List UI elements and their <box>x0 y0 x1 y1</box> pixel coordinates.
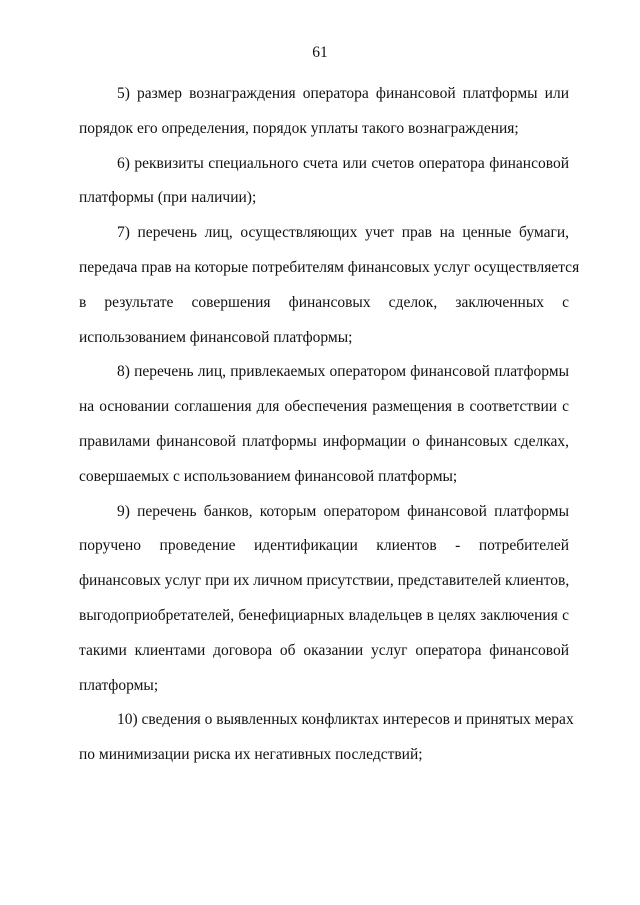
list-item-9 <box>79 495 569 704</box>
text-line: 6) реквизиты специального счета или счетов оператора финансовой <box>117 154 569 172</box>
text-line: выгодоприобретателей, бенефициарных владельцев в целях заключения с <box>79 606 569 624</box>
text-line: в результате совершения финансовых сделок, заключенных с <box>79 293 569 311</box>
text-line: такими клиентами договора об оказании услуг оператора финансовой <box>79 641 569 659</box>
text-line: по минимизации риска их негативных последствий; <box>79 746 423 764</box>
text-line: поручено проведение идентификации клиентов - потребителей <box>79 537 569 555</box>
text-line: порядок его определения, порядок уплаты такого вознаграждения; <box>79 119 519 137</box>
list-item-5 <box>79 77 569 147</box>
text-line: 5) размер вознаграждения оператора финансовой платформы или <box>117 85 569 102</box>
document-body <box>79 77 580 773</box>
text-line: 7) перечень лиц, осуществляющих учет прав на ценные бумаги, <box>117 224 569 242</box>
text-line: использованием финансовой платформы; <box>79 328 353 346</box>
text-line: на основании соглашения для обеспечения размещения в соответствии с <box>79 398 569 416</box>
text-line: платформы (при наличии); <box>79 189 257 207</box>
text-line: платформы; <box>79 676 159 694</box>
list-item-10 <box>79 703 574 773</box>
text-line: 10) сведения о выявленных конфликтах интересов и принятых мерах <box>117 711 574 729</box>
list-item-6 <box>79 147 569 217</box>
text-line: правилами финансовой платформы информации о финансовых сделках, <box>79 432 569 450</box>
list-item-8 <box>79 355 569 494</box>
text-line: передача прав на которые потребителям финансовых услуг осуществляется <box>79 258 580 276</box>
list-item-7 <box>79 216 580 355</box>
text-line: финансовых услуг при их личном присутствии, представителей клиентов, <box>79 572 570 590</box>
text-line: 8) перечень лиц, привлекаемых оператором финансовой платформы <box>117 363 569 381</box>
text-line: 9) перечень банков, которым оператором финансовой платформы <box>117 502 569 520</box>
text-line: совершаемых с использованием финансовой платформы; <box>79 467 458 485</box>
page-number: 61 <box>312 44 328 61</box>
